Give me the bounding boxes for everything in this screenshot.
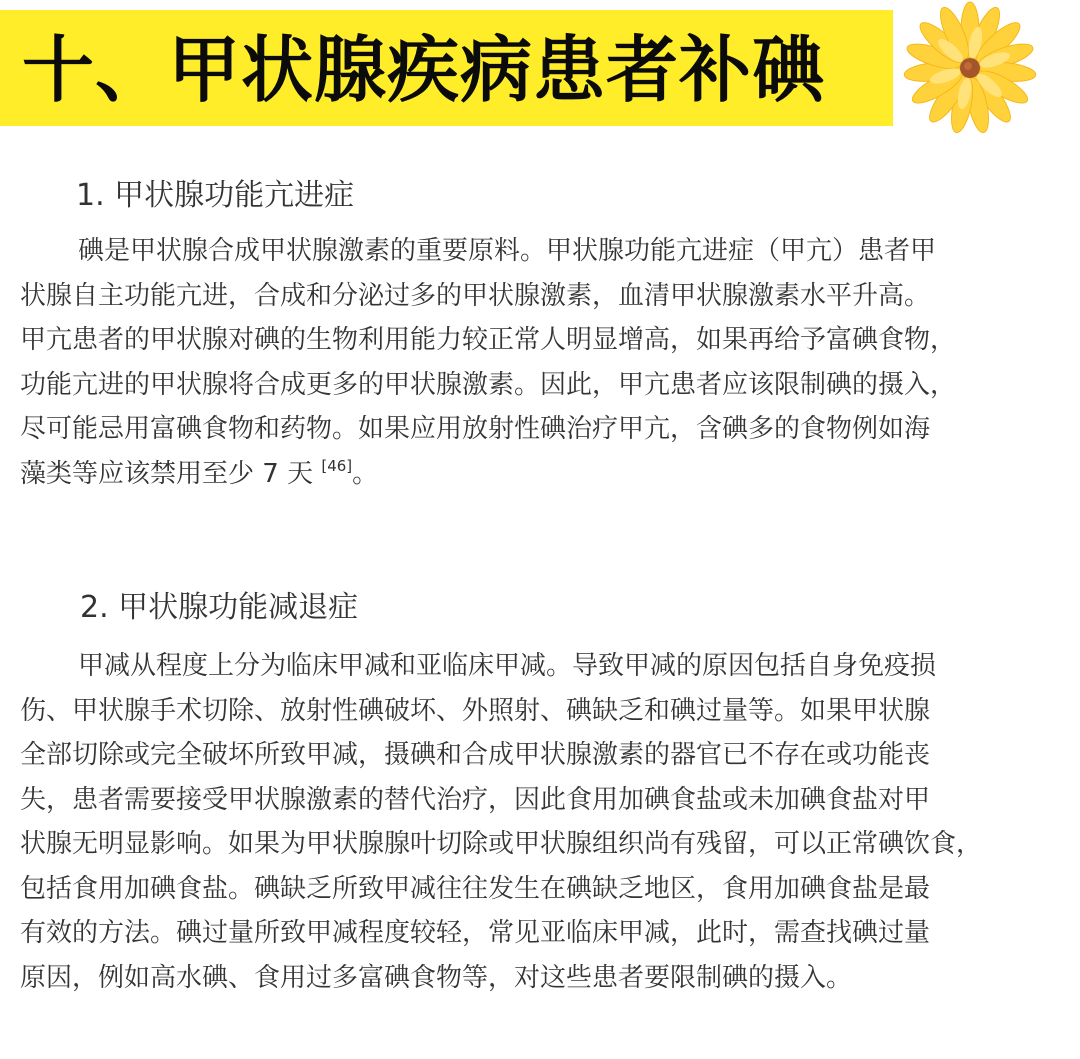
daisy-flower-icon xyxy=(900,0,1040,140)
paragraph-line: 甲减从程度上分为临床甲减和亚临床甲减。导致甲减的原因包括自身免疫损 xyxy=(78,651,937,681)
paragraph-line-last xyxy=(20,452,1065,497)
paragraph-line: 原因，例如高水碘、食用过多富碘食物等，对这些患者要限制碘的摄入。 xyxy=(20,962,853,993)
section-heading-hypothyroidism: 2. 甲状腺功能减退症 xyxy=(80,590,359,625)
paragraph-hypothyroidism xyxy=(20,644,1065,1000)
paragraph-line: 有效的方法。碘过量所致甲减程度较轻，常见亚临床甲减，此时，需查找碘过量 xyxy=(20,918,931,948)
page-title: 十、甲状腺疾病患者补碘 xyxy=(22,28,826,112)
paragraph-line: 状腺无明显影响。如果为甲状腺腺叶切除或甲状腺组织尚有残留，可以正常碘饮食， xyxy=(20,829,983,859)
paragraph-line: 甲亢患者的甲状腺对碘的生物利用能力较正常人明显增高，如果再给予富碘食物， xyxy=(20,325,957,355)
section-heading-hyperthyroidism: 1. 甲状腺功能亢进症 xyxy=(76,178,355,213)
end-punctuation: 。 xyxy=(352,458,379,489)
paragraph-line: 功能亢进的甲状腺将合成更多的甲状腺激素。因此，甲亢患者应该限制碘的摄入， xyxy=(20,369,957,400)
paragraph-line: 尽可能忌用富碘食物和药物。如果应用放射性碘治疗甲亢，含碘多的食物例如海 xyxy=(20,414,931,444)
paragraph-line: 伤、甲状腺手术切除、放射性碘破坏、外照射、碘缺乏和碘过量等。如果甲状腺 xyxy=(20,695,931,726)
citation-reference: [46] xyxy=(321,456,353,475)
paragraph-hyperthyroidism xyxy=(20,229,1065,496)
paragraph-line: 碘是甲状腺合成甲状腺激素的重要原料。甲状腺功能亢进症（甲亢）患者甲 xyxy=(78,236,937,266)
paragraph-line: 包括食用加碘食盐。碘缺乏所致甲减往往发生在碘缺乏地区，食用加碘食盐是最 xyxy=(20,873,931,904)
paragraph-line: 失，患者需要接受甲状腺激素的替代治疗，因此食用加碘食盐或未加碘食盐对甲 xyxy=(20,784,931,815)
paragraph-line: 全部切除或完全破坏所致甲减，摄碘和合成甲状腺激素的器官已不存在或功能丧 xyxy=(20,740,931,770)
paragraph-line-text: 藻类等应该禁用至少 7 天 xyxy=(20,458,314,489)
paragraph-line: 状腺自主功能亢进，合成和分泌过多的甲状腺激素，血清甲状腺激素水平升高。 xyxy=(20,280,931,311)
